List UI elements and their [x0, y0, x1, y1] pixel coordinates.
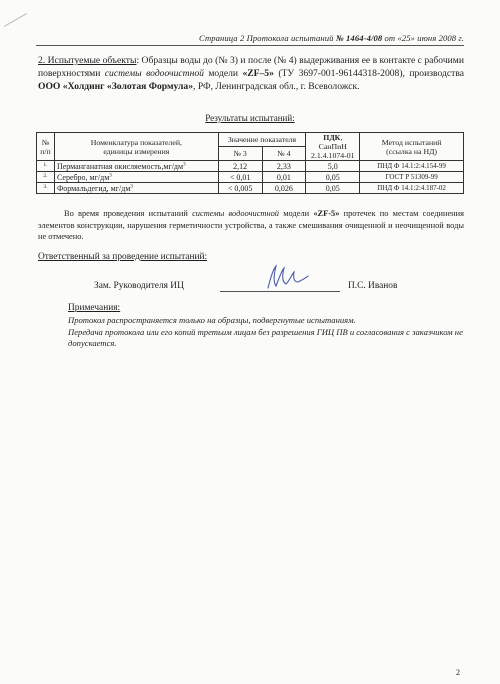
- test-objects-paragraph: 2. Испытуемые объекты: Образцы воды до (№ 3) и после (№ 4) выдерживания ее в контакте с рабочими поверхностями системы водоочистной модели «ZF–5» (ТУ 3697-001-96144318-2008), производства ООО «Холдинг «Золотая Формула», РФ, Ленинградская обл., г. Всеволожск.: [38, 55, 464, 92]
- col-header-pdk: ПДК, СанПиН 2.1.4.1074-01: [306, 133, 360, 161]
- notes-title: Примечания:: [68, 303, 121, 313]
- table-header-row: [37, 133, 464, 147]
- table-row: 1. Перманганатная $окисляемость,мг/дм^3$ 2,12 2,33 5,0 ПНД Ф 14.1:2:4.154-99: [37, 161, 464, 172]
- col-header-name: Номенклатура показателей, единицы измерения: [54, 133, 218, 161]
- header-rule: [36, 45, 464, 46]
- col-header-values: Значение показателя: [218, 133, 306, 147]
- responsible-heading: Ответственный за проведение испытаний:: [38, 252, 208, 262]
- notes-text: [68, 315, 464, 350]
- col-header-number: № п/п: [37, 133, 55, 161]
- col-header-sample-4: № 4: [262, 147, 306, 161]
- signatory-role: Зам. Руководителя ИЦ: [94, 281, 184, 291]
- page-number: 2: [456, 668, 460, 677]
- col-header-method: Метод испытаний (ссылка на НД): [360, 133, 464, 161]
- signature-line: [220, 291, 340, 292]
- section-heading: 2. Испытуемые объекты: [38, 55, 137, 66]
- note-item: Протокол распространяется только на образцы, подвергнутые испытаниям.: [68, 315, 356, 325]
- table-row: 3. Формальдегид, $мг/дм^3$ < 0,005 0,026 0,05 ПНД Ф 14.1:2:4.187-02: [37, 183, 464, 194]
- note-item: Передача протокола или его копий третьим лицам без разрешения ГИЦ ПВ и согласования с заказчиком не допускается.: [68, 326, 463, 348]
- results-title: Результаты испытаний:: [205, 113, 295, 123]
- page-header: Страница 2 Протокола испытаний № 1464-4/08 от «25» июня 2008 г.: [198, 33, 464, 43]
- observation-paragraph: Во время проведения испытаний системы водоочистной модели «ZF-5» протечек по местам соединения элементов конструкции, нарушения герметичности устройства, а также смешивания очищенной и неочищенной воды не отмечено.: [38, 209, 464, 241]
- scan-mark: [4, 13, 34, 39]
- col-header-sample-3: № 3: [218, 147, 262, 161]
- handwritten-signature: [262, 262, 312, 292]
- signatory-name: П.С. Иванов: [348, 281, 398, 291]
- protocol-number: № 1464-4/08: [335, 33, 383, 43]
- manufacturer-name: ООО «Холдинг «Золотая Формула»: [38, 81, 194, 92]
- model-name: «ZF–5»: [242, 68, 274, 79]
- table-row: 2. Серебро, $мг/дм^3$ < 0,01 0,01 0,05 ГОСТ Р 51309-99: [37, 172, 464, 183]
- results-table: [36, 132, 464, 194]
